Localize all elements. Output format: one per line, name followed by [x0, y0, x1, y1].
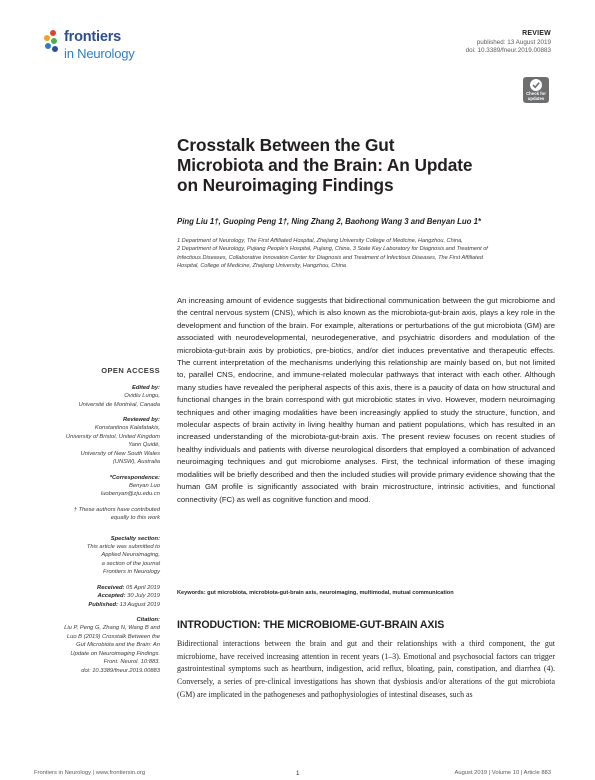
- affiliation-line: 1 Department of Neurology, The First Affiliated Hospital, Zhejiang University College of Medicine, Hangzhou, China,: [177, 238, 463, 244]
- reviewer-line: (UNSW), Australia: [112, 459, 160, 465]
- editor-affiliation: Université de Montréal, Canada: [78, 401, 160, 408]
- title-line: Microbiota and the Brain: An Update: [177, 155, 473, 175]
- check-for-updates-label: Check for updates: [526, 91, 546, 101]
- accepted-date: Accepted: 30 July 2019: [97, 593, 160, 599]
- citation-line: Front. Neurol. 10:883.: [103, 659, 160, 665]
- doi-link[interactable]: doi: 10.3389/fneur.2019.00883: [465, 47, 551, 54]
- title-line: on Neuroimaging Findings: [177, 175, 394, 195]
- equal-contribution-note: equally to this work: [110, 515, 160, 521]
- correspondence-heading: *Correspondence:: [109, 474, 160, 481]
- published-date-sidebar: Published: 13 August 2019: [88, 601, 160, 608]
- article-type: REVIEW: [522, 30, 551, 37]
- editor-name: Ovidiu Lungu,: [124, 393, 160, 399]
- citation-heading: Citation:: [136, 617, 160, 623]
- citation-line: Gut Microbiota and the Brain: An: [76, 642, 160, 648]
- reviewer-line: University of Bristol, United Kingdom: [65, 433, 160, 440]
- open-access-label: OPEN ACCESS: [101, 366, 160, 375]
- reviewer-line: University of New South Wales: [80, 450, 160, 457]
- reviewed-by-heading: Reviewed by:: [122, 417, 160, 423]
- reviewer-line: Yann Quidé,: [128, 442, 160, 448]
- published-date: published: 13 August 2019: [476, 38, 551, 46]
- keywords-label: Keywords:: [177, 590, 206, 596]
- body-paragraph: Bidirectional interactions between the brain and gut and their relationships with a third component, the gut microbiome, have received increasing attention in recent years (1–3). Emotional and psychosocial factors can trigger gastrointestinal symptoms such as heartburn, indigestion, acid reflux, bloating, pain, constipation, and diarrhea (4). Conversely, a series of pre-clinical investigations has shown that dysbiosis and/or alterations of the gut microbiota (GM) are implicated in the pathogeneses and pathophysiologies of intestinal diseases, such as: [177, 639, 555, 699]
- abstract-text: An increasing amount of evidence suggests that bidirectional communication between the gut microbiome and the central nervous system (CNS), which is also known as the microbiota-gut-brain axis, plays a key role in the development and function of the brain. For example, alterations or perturbations of the gut microbiota (GM) are associated with neurodevelopmental, neurodegenerative, and psychiatric disorders and modulation of the microbiota-gut-brain axis by probiotics, pre-biotics, and/or diet induces preventative and therapeutic effects. The current interpretation of the mechanisms underlying this relationship are mainly based on, but not limited to, parallel CNS, endocrine, and immune-related molecular pathways that interact with each other. Although many studies have revealed the peripheral aspects of this axis, there is a paucity of data on how structural and functional changes in the brain correspond with gut microbiotic states in vivo. However, modern neuroimaging techniques and other imaging modalities have been increasingly applied to study the structure, function, and molecular aspects of brain activity in living healthy human and patient populations, which has resulted in an increased understanding of the microbiota-gut-brain axis. The present review focuses on recent studies of healthy individuals and patients with diverse neurological disorders that employed a combination of advanced neuroimaging techniques and gut microbiome analyses. First, the technical information of these imaging modalities will be briefly described and then the included studies will provide primary evidence showing that the human GM profile is significantly associated with brain microstructure, intrinsic activities, and functional connectivity (FC) as well as cognitive function and mood.: [177, 296, 555, 504]
- reviewer-line: Konstantinos Kalafatakis,: [94, 425, 160, 431]
- author-list: Ping Liu 1†, Guoping Peng 1†, Ning Zhang 2, Baohong Wang 3 and Benyan Luo 1*: [177, 217, 481, 226]
- correspondence-email-link[interactable]: luobenyan@zju.edu.cn: [100, 491, 160, 497]
- article-sidebar: [20, 384, 160, 675]
- affiliation-line: Hospital, College of Medicine, Zhejiang University, Hangzhou, China: [177, 262, 347, 269]
- citation-line: Update on Neuroimaging Findings.: [70, 650, 160, 657]
- affiliation-line: 2 Department of Neurology, Pujiang People's Hospital, Pujiang, China, 3 State Key Laboratory for Diagnosis and Treatment of: [177, 246, 488, 253]
- footer-issue-info: August 2019 | Volume 10 | Article 883: [454, 770, 551, 776]
- footer-journal-link[interactable]: Frontiers in Neurology | www.frontiersin.org: [34, 770, 146, 776]
- affiliation-line: Infectious Diseases, Collaborative Innovation Center for Diagnosis and Treatment of Infectious Diseases, The First Affiliated: [177, 254, 483, 261]
- title-line: Crosstalk Between the Gut: [177, 135, 395, 155]
- page-number: 1: [296, 770, 300, 777]
- article-meta: [466, 30, 551, 56]
- specialty-line: Frontiers in Neurology: [102, 569, 160, 575]
- keywords: [177, 590, 555, 596]
- citation-line: Liu P, Peng G, Zhang N, Wang B and: [64, 625, 160, 631]
- logo-word-frontiers: frontiers: [64, 29, 122, 45]
- citation-line: Luo B (2019) Crosstalk Between the: [66, 633, 160, 640]
- received-date: Received: 05 April 2019: [97, 584, 160, 591]
- logo-dots-icon: [42, 30, 64, 52]
- keywords-list: gut microbiota, microbiota-gut-brain axis, neuroimaging, multimodal, mutual communication: [207, 590, 454, 596]
- affiliations: [177, 237, 562, 270]
- specialty-line: a section of the journal: [101, 560, 160, 567]
- specialty-line: This article was submitted to: [86, 543, 160, 550]
- correspondence-name: Benyan Luo: [129, 482, 160, 489]
- equal-contribution-note: † These authors have contributed: [73, 506, 160, 513]
- edited-by-heading: Edited by:: [131, 385, 160, 391]
- specialty-line: Applied Neuroimaging,: [101, 552, 160, 558]
- section-heading: INTRODUCTION: THE MICROBIOME-GUT-BRAIN AXIS: [177, 619, 445, 631]
- article-title: [177, 135, 557, 195]
- citation-doi-link[interactable]: doi: 10.3389/fneur.2019.00883: [81, 667, 160, 674]
- specialty-heading: Specialty section:: [110, 535, 160, 542]
- logo-word-journal: in Neurology: [64, 46, 135, 61]
- journal-logo[interactable]: [42, 28, 172, 68]
